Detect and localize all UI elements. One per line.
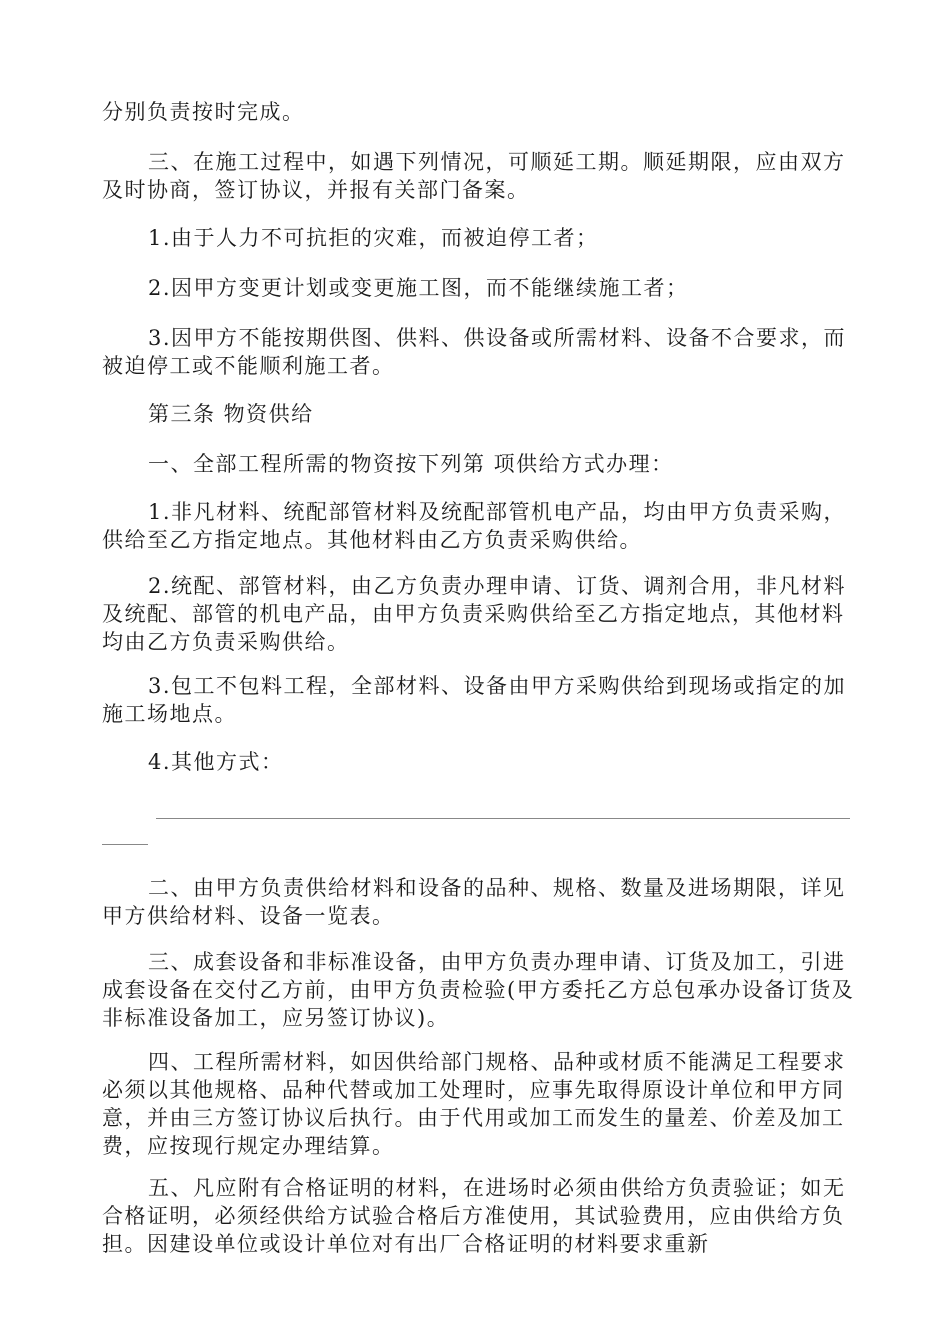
paragraph-certification: 五、凡应附有合格证明的材料，在进场时必须由供给方负责验证；如无合格证明，必须经供给方试验合格后方准使用，其试验费用，应由供给方负担。因建设单位或设计单位对有出厂合格证明的材料要求重新 xyxy=(102,1176,846,1256)
paragraph-method-1: 1.非凡材料、统配部管材料及统配部管机电产品，均由甲方负责采购，供给至乙方指定地点。其他材料由乙方负责采购供给。 xyxy=(102,500,847,552)
paragraph-item-2: 2.因甲方变更计划或变更施工图，而不能继续施工者； xyxy=(148,276,689,300)
paragraph-equipment: 三、成套设备和非标准设备，由甲方负责办理申请、订货及加工，引进成套设备在交付乙方前，由甲方负责检验(甲方委托乙方总包承办设备订货及非标准设备加工，应另签订协议)。 xyxy=(102,950,855,1030)
paragraph-extension-conditions: 三、在施工过程中，如遇下列情况，可顺延工期。顺延期限，应由双方及时协商，签订协议，并报有关部门备案。 xyxy=(102,150,846,202)
paragraph-method-4: 4.其他方式： xyxy=(148,750,284,774)
paragraph-supply-methods: 一、全部工程所需的物资按下列第 项供给方式办理： xyxy=(148,452,674,476)
paragraph-supply-list: 二、由甲方负责供给材料和设备的品种、规格、数量及进场期限，详见甲方供给材料、设备一览表。 xyxy=(102,876,846,928)
paragraph-method-2: 2.统配、部管材料，由乙方负责办理申请、订货、调剂合用，非凡材料及统配、部管的机电产品，由甲方负责采购供给至乙方指定地点，其他材料均由乙方负责采购供给。 xyxy=(102,574,847,654)
fill-in-blank-line-continuation xyxy=(102,844,148,845)
paragraph-material-substitution: 四、工程所需材料，如因供给部门规格、品种或材质不能满足工程要求必须以其他规格、品种代替或加工处理时，应事先取得原设计单位和甲方同意，并由三方签订协议后执行。由于代用或加工而发生的量差、价差及加工费，应按现行规定办理结算。 xyxy=(102,1050,846,1158)
paragraph-continuation: 分别负责按时完成。 xyxy=(102,100,305,124)
paragraph-method-3: 3.包工不包料工程，全部材料、设备由甲方采购供给到现场或指定的加施工场地点。 xyxy=(102,674,847,726)
paragraph-item-3: 3.因甲方不能按期供图、供料、供设备或所需材料、设备不合要求，而被迫停工或不能顺利施工者。 xyxy=(102,326,847,378)
paragraph-item-1: 1.由于人力不可抗拒的灾难，而被迫停工者； xyxy=(148,226,599,250)
section-heading-article-3: 第三条 物资供给 xyxy=(148,402,314,426)
fill-in-blank-line xyxy=(156,818,850,819)
